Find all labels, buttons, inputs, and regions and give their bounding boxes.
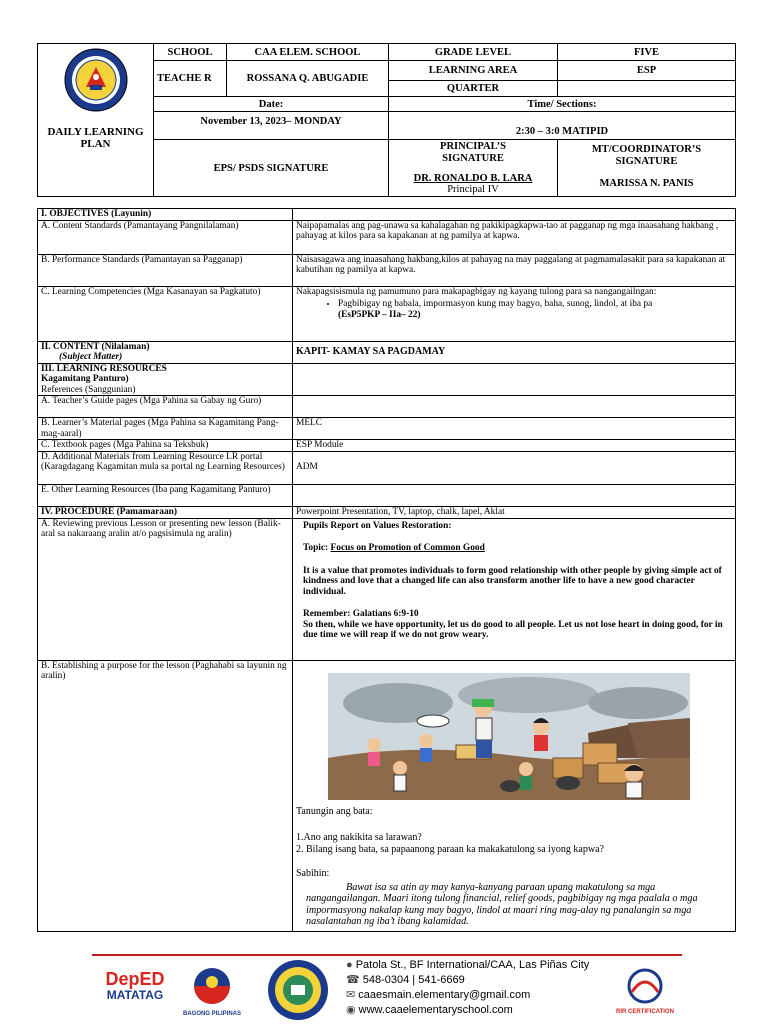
- principal-title: Principal IV: [447, 184, 499, 195]
- bagong-pilipinas-logo: [180, 966, 244, 1017]
- purpose-label: B. Establishing a purpose for the lesson (Paghahabi sa layunin ng aralin): [38, 660, 293, 931]
- competencies-value: Nakapagsisismula ng pamumuno para makapagbigay ng kayang tulong para sa nangangailngan:: [296, 286, 657, 297]
- school-value: CAA ELEM. SCHOOL: [227, 44, 389, 61]
- community-help-illustration: [328, 673, 690, 800]
- references-label: References (Sanggunian): [41, 384, 136, 395]
- tb-value: ESP Module: [293, 440, 736, 452]
- objectives-blank: [293, 209, 736, 221]
- sabihin-label: Sabihin:: [296, 867, 330, 879]
- email[interactable]: caaesmain.elementary@gmail.com: [358, 989, 531, 1001]
- kagamitan-label: Kagamitang Panturo): [41, 374, 129, 384]
- review-verse: So then, while we have opportunity, let us do good to all people. Let us not lose heart in doing good, for in due time we will reap if we do not grow weary.: [303, 619, 723, 640]
- question-2: 2. Bilang isang bata, sa papaanong paraan ka makakatulong sa iyong kapwa?: [296, 843, 604, 855]
- principal-label: PRINCIPAL’S SIGNATURE: [440, 141, 506, 164]
- content-heading-cell: [38, 341, 293, 363]
- school-seal-icon: [255, 959, 341, 1021]
- website-line: [346, 1003, 589, 1018]
- procedure-materials: Powerpoint Presentation, TV, laptop, chalk, lapel, Aklat: [293, 506, 736, 518]
- tb-label: C. Textbook pages (Mga Pahina sa Teksbuk): [38, 440, 293, 452]
- resources-heading: III. LEARNING RESOURCES: [41, 363, 167, 374]
- addl-value: ADM: [293, 451, 736, 484]
- review-remember: Remember: Galatians 6:9-10: [303, 609, 419, 619]
- review-body: It is a value that promotes individuals to form good relationship with other people by giving simple act of kindness and love that a changed life can also transform another life to have a new good character individual.: [303, 565, 722, 597]
- review-topic-line: [303, 543, 723, 554]
- lm-value: MELC: [293, 418, 736, 440]
- phone-line: [346, 973, 589, 988]
- website[interactable]: www.caaelementaryschool.com: [358, 1004, 513, 1016]
- objectives-heading: I. OBJECTIVES (Layunin): [38, 209, 293, 221]
- lm-label: B. Learner’s Material pages (Mga Pahina sa Kagamitang Pang-mag-aaral): [38, 418, 293, 440]
- grade-value: FIVE: [558, 44, 736, 61]
- teacher-value: ROSSANA Q. ABUGADIE: [227, 61, 389, 97]
- phone: 548-0304 | 541-6669: [362, 974, 465, 986]
- bagong-pilipinas-icon: [192, 966, 232, 1006]
- other-value: [293, 484, 736, 506]
- rir-certification-icon: [624, 968, 666, 1004]
- coordinator-label: MT/COORDINATOR’S SIGNATURE: [591, 144, 702, 167]
- globe-icon: ◉: [346, 1004, 356, 1016]
- rir-text: RIR CERTIFICATION: [616, 1009, 674, 1015]
- quarter-value: [558, 81, 736, 97]
- performance-value: Naisasagawa ang inaasahang hakbang,kilos at pahayag na may paggalang at pagmamalasakit para sa kapakanan at kabutihan ng pamilya at kapwa.: [293, 254, 736, 286]
- eps-signature: EPS/ PSDS SIGNATURE: [154, 140, 389, 197]
- procedure-heading: IV. PROCEDURE (Pamamaraan): [38, 506, 293, 518]
- content-standards-label: A. Content Standards (Pamantayang Pangnilalaman): [38, 220, 293, 254]
- address: Patola St., BF International/CAA, Las Piñas City: [355, 959, 590, 971]
- purpose-content: [293, 660, 736, 931]
- coordinator-name: MARISSA N. PANIS: [599, 178, 694, 189]
- resources-blank: [293, 363, 736, 396]
- competencies-code: (EsP5PKP – IIa– 22): [338, 309, 421, 320]
- logo-cell: [38, 44, 154, 197]
- rir-logo: [612, 968, 678, 1015]
- addl-label: D. Additional Materials from Learning Resource LR portal (Karagdagang Kagamitan mula sa portal ng Learning Resources): [38, 451, 293, 484]
- learning-area-value: ESP: [558, 61, 736, 81]
- competencies-bullet: [338, 299, 732, 320]
- question-1: 1.Ano ang nakikita sa larawan?: [296, 831, 422, 843]
- quarter-label: QUARTER: [389, 81, 558, 97]
- deped-wordmark: DepED: [105, 969, 165, 989]
- deped-logo: [96, 970, 174, 1002]
- address-line: [346, 958, 589, 973]
- email-line: [346, 988, 589, 1003]
- review-label: A. Reviewing previous Lesson or presenting new lesson (Balik-aral sa nakaraang aralin at/o pagsisimula ng aralin): [38, 518, 293, 660]
- tg-value: [293, 396, 736, 418]
- principal-signature: [389, 140, 558, 197]
- performance-label: B. Performance Standards (Pamantayan sa Pagganap): [38, 254, 293, 286]
- review-topic: Focus on Promotion of Common Good: [330, 543, 485, 553]
- email-icon: ✉: [346, 989, 356, 1001]
- learning-area-label: LEARNING AREA: [389, 61, 558, 81]
- competencies-label: C. Learning Competencies (Mga Kasanayan sa Pagkatuto): [38, 286, 293, 341]
- competencies-bullet-text: Pagbibigay ng babala, impormasyon kung may bagyo, baha, sunog, lindol, at iba pa: [338, 299, 653, 309]
- review-title: Pupils Report on Values Restoration:: [303, 520, 452, 531]
- header-table: [37, 43, 736, 197]
- plan-table: [37, 208, 736, 932]
- tanungin-label: Tanungin ang bata:: [296, 805, 373, 817]
- coordinator-signature: [558, 140, 736, 197]
- content-standards-value: Naipapamalas ang pag-unawa sa kahalagahan ng pakikipagkapwa-tao at pagganap ng mga inaasahang hakbang , pahayag at kilos para sa kapakanan at ng pamilya at kapwa.: [293, 220, 736, 254]
- content-value: KAPIT- KAMAY SA PAGDAMAY: [293, 341, 736, 363]
- date-value: November 13, 2023– MONDAY: [154, 112, 389, 140]
- footer: [92, 954, 682, 1024]
- phone-icon: ☎: [346, 974, 360, 986]
- teacher-label: TEACHE R: [154, 61, 227, 97]
- resources-heading-cell: [38, 363, 293, 396]
- school-label: SCHOOL: [154, 44, 227, 61]
- matatag-wordmark: MATATAG: [106, 988, 164, 1002]
- time-label: Time/ Sections:: [389, 97, 736, 112]
- dlp-title: DAILY LEARNING PLAN: [47, 126, 144, 150]
- bagong-pilipinas-text: BAGONG PILIPINAS: [182, 1011, 241, 1017]
- deped-seal-icon: [50, 47, 142, 113]
- content-sub: (Subject Matter): [59, 352, 123, 362]
- location-icon: ●: [346, 959, 353, 971]
- other-label: E. Other Learning Resources (Iba pang Kagamitang Panturo): [38, 484, 293, 506]
- date-label: Date:: [154, 97, 389, 112]
- contact-block: [346, 958, 589, 1018]
- review-content: [293, 518, 736, 660]
- review-topic-prefix: Topic:: [303, 543, 331, 553]
- principal-name: DR. RONALDO B. LARA: [413, 173, 533, 184]
- sabihin-body: Bawat isa sa atin ay may kanya-kanyang paraan upang makatulong sa mga nangangailangan. Maari itong tulong financial, relief goods, pagbibigay ng mga paalala o mga impormasyong nakalap kung may bagyo, lindol at maari ring mag-alay ng panalangin sa mga nasalantahan ng iba’t ibang kalamidad.: [306, 881, 698, 927]
- tg-label: A. Teacher’s Guide pages (Mga Pahina sa Gabay ng Guro): [38, 396, 293, 418]
- competencies-cell: [293, 286, 736, 341]
- grade-label: GRADE LEVEL: [389, 44, 558, 61]
- content-heading: II. CONTENT (Nilalaman): [41, 341, 150, 352]
- time-value: 2:30 – 3:0 MATIPID: [389, 112, 736, 140]
